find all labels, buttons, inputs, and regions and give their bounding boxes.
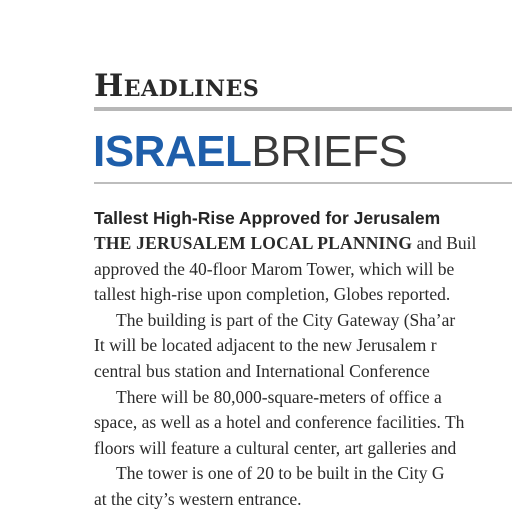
article-line: [94, 359, 512, 385]
article-line-text: floors will feature a cultural center, art galleries and: [94, 437, 457, 458]
article-line-text: at the city’s western entrance.: [94, 488, 302, 509]
article-line-text: It will be located adjacent to the new Jerusalem r: [94, 335, 437, 356]
article-line: [94, 410, 512, 436]
article-line: [94, 436, 512, 462]
article-line: [94, 257, 512, 283]
article-body: [94, 231, 512, 512]
article-line: [94, 385, 512, 411]
article-line: [94, 461, 512, 487]
masthead-part-a: ISRAEL: [93, 127, 252, 176]
masthead-divider: [94, 182, 512, 184]
section-label: Headlines: [94, 68, 260, 104]
article-line: [94, 231, 512, 257]
article-line-text: and Buil: [412, 233, 477, 253]
section-divider: [94, 107, 512, 111]
article-line-text: The building is part of the City Gateway (Sha’ar: [116, 309, 456, 330]
article-line-text: The tower is one of 20 to be built in the City G: [116, 463, 445, 484]
article-line: [94, 282, 512, 308]
article-line-text: central bus station and International Conference: [94, 360, 430, 381]
article-lead-in: THE JERUSALEM LOCAL PLANNING: [94, 233, 413, 253]
article-line-text: space, as well as a hotel and conference facilities. Th: [94, 412, 465, 433]
article-line: [94, 487, 512, 512]
masthead-part-b: BRIEFS: [251, 127, 408, 176]
article-title: Tallest High-Rise Approved for Jerusalem: [94, 208, 441, 228]
article-line-text: approved the 40-floor Marom Tower, which will be: [94, 258, 455, 279]
article-line: [94, 308, 512, 334]
article-line-text: tallest high-rise upon completion, Globes reported.: [94, 284, 451, 305]
article-line: [94, 333, 512, 359]
column-masthead: [93, 126, 407, 178]
article-line-text: There will be 80,000-square-meters of office a: [116, 386, 442, 407]
